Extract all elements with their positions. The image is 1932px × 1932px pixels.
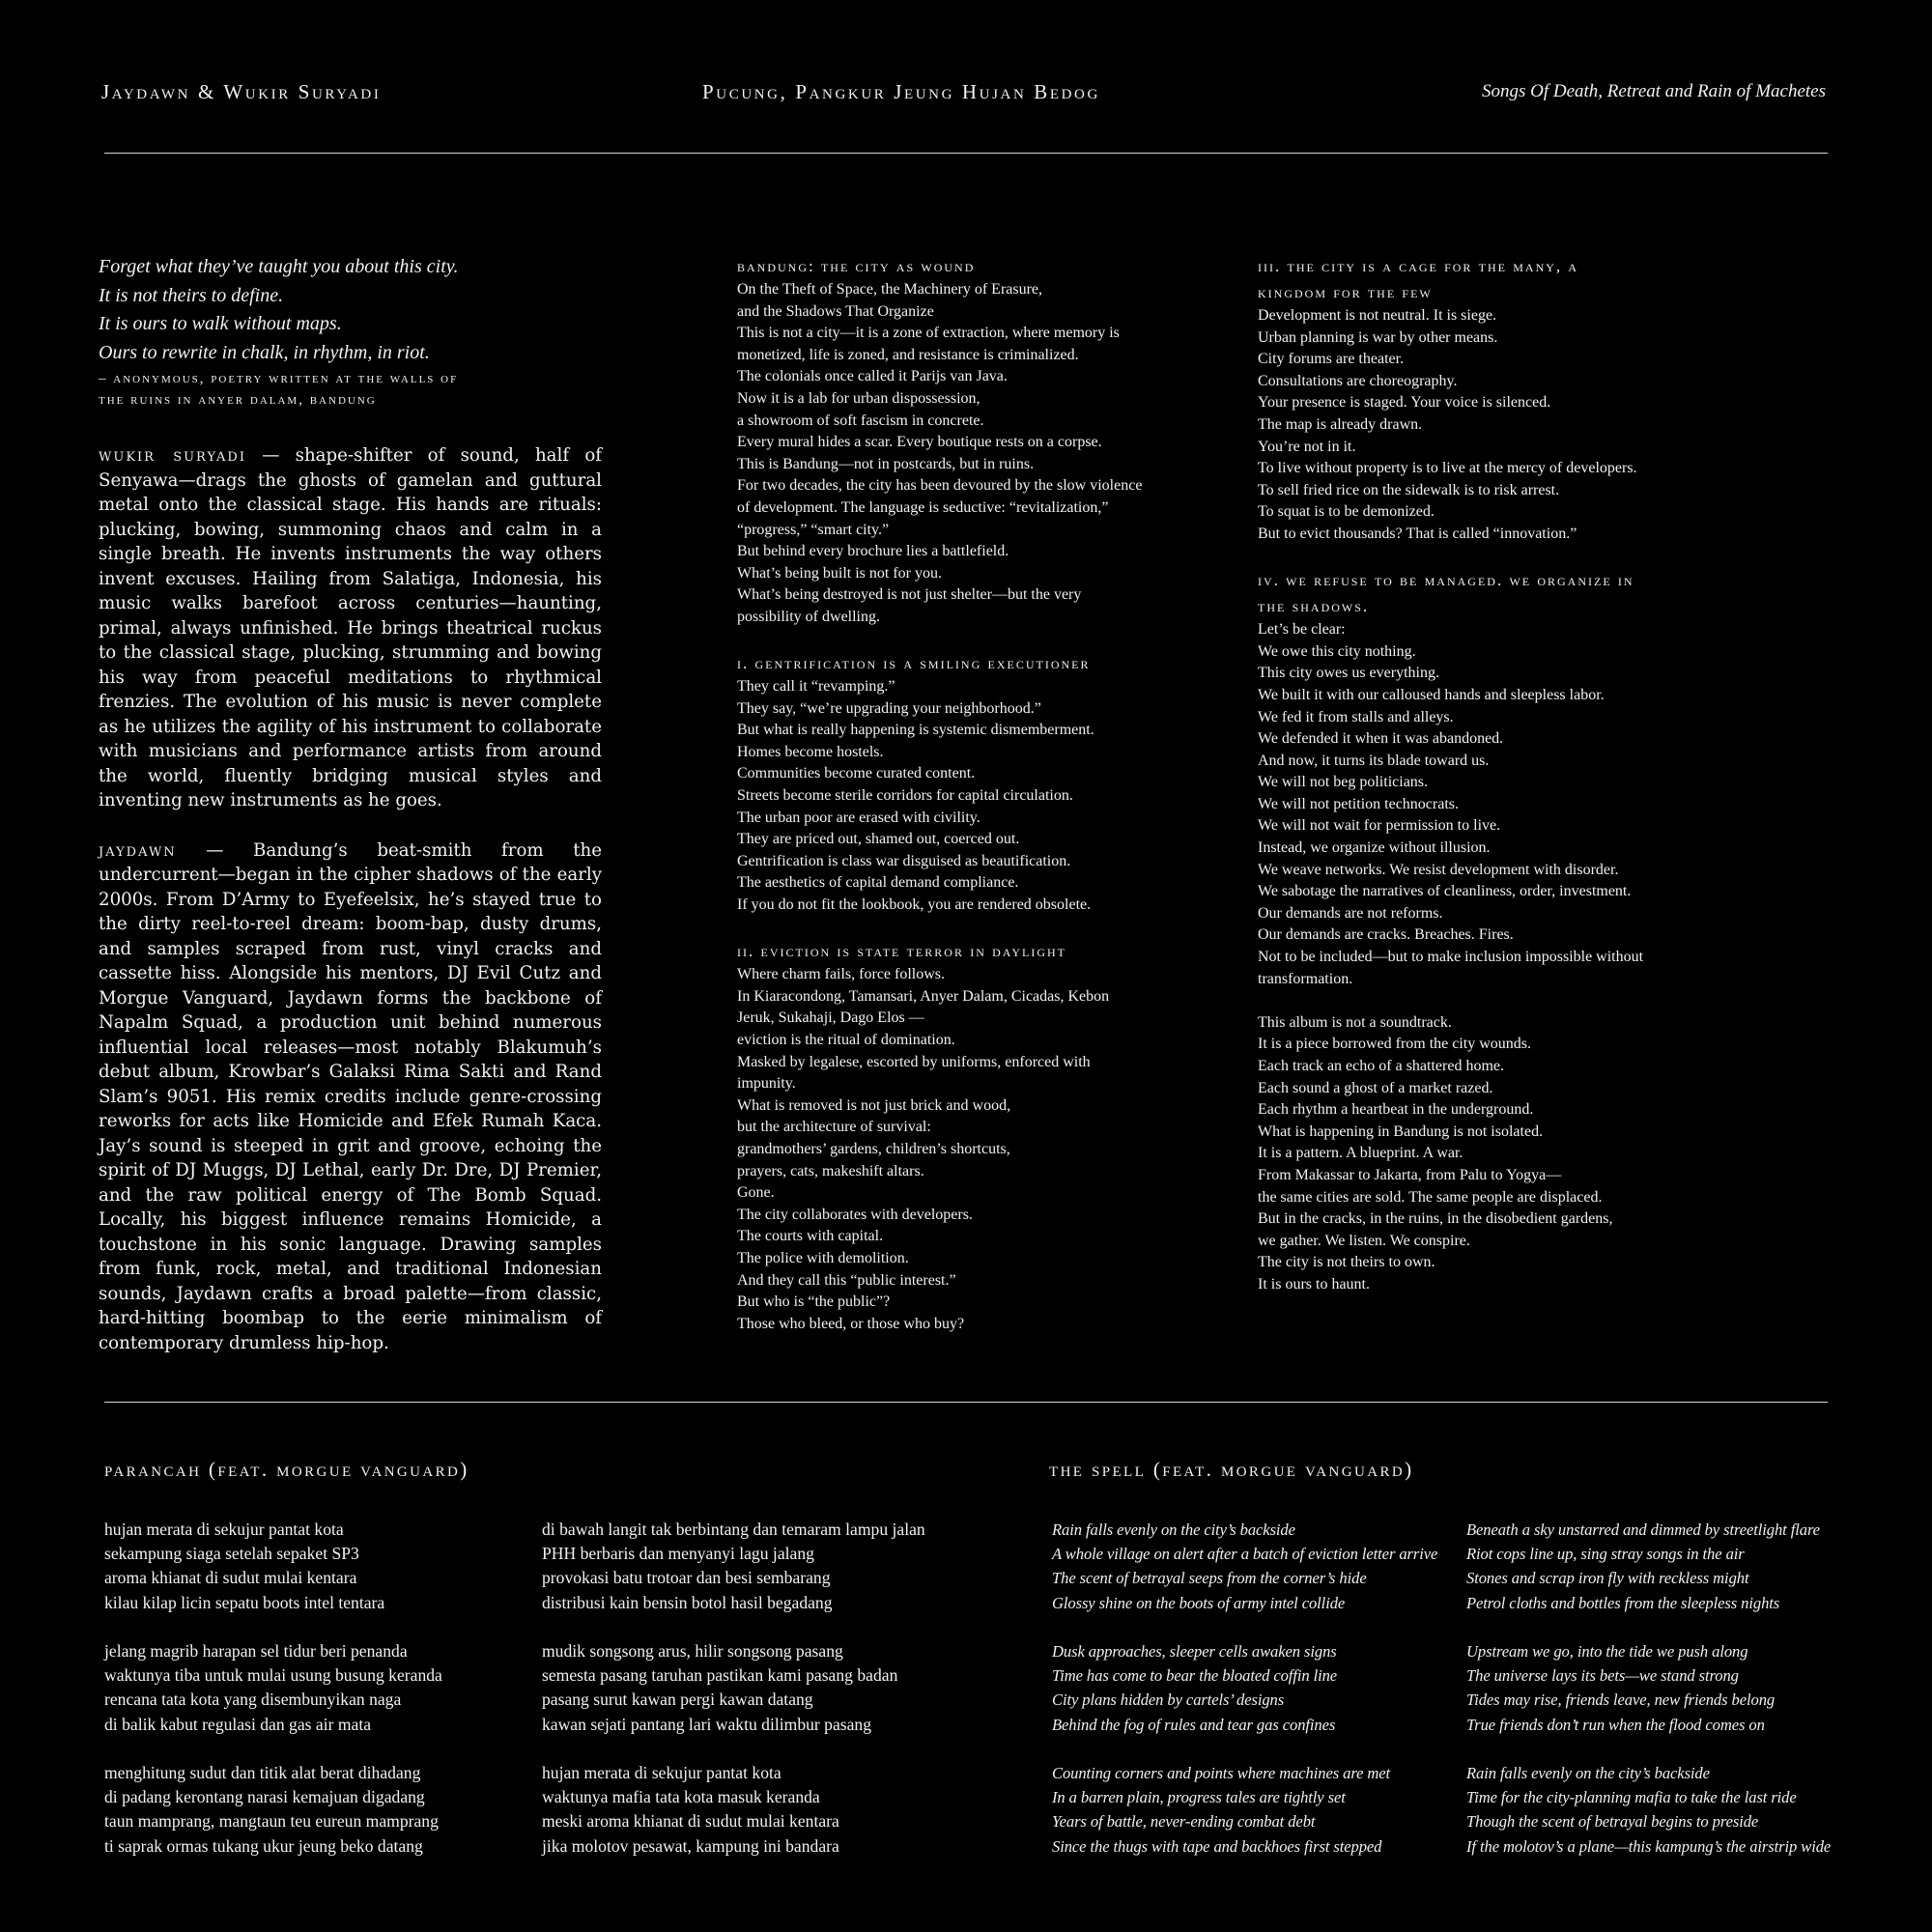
lyrics-parancah-col2 bbox=[542, 1518, 925, 1883]
text-line: They say, “we’re upgrading your neighborhood.” bbox=[737, 699, 1041, 717]
lyric-line: Rain falls evenly on the city’s backside bbox=[1052, 1520, 1295, 1539]
lyric-line: aroma khianat di sudut mulai kentara bbox=[104, 1568, 357, 1588]
bio-wukir bbox=[99, 443, 602, 813]
lyric-line: ti saprak ormas tukang ukur jeung beko datang bbox=[104, 1835, 423, 1856]
lyric-line: Glossy shine on the boots of army intel collide bbox=[1052, 1593, 1346, 1612]
text-line: Not to be included—but to make inclusion impossible without bbox=[1258, 949, 1644, 966]
song-title-parancah: parancah (feat. morgue vanguard) bbox=[104, 1458, 469, 1481]
text-line: possibility of dwelling. bbox=[737, 608, 880, 625]
lyric-line: taun mamprang, mangtaun teu eureun mamprang bbox=[104, 1811, 439, 1832]
lyric-line: Riot cops line up, sing stray songs in the air bbox=[1466, 1545, 1745, 1564]
epigraph-line: Ours to rewrite in chalk, in rhythm, in riot. bbox=[99, 341, 430, 363]
epigraph-line: It is ours to walk without maps. bbox=[99, 313, 342, 335]
text-line: City forums are theater. bbox=[1258, 351, 1405, 368]
bottom-divider bbox=[104, 1402, 1828, 1403]
lyric-line: semesta pasang taruhan pastikan kami pasang badan bbox=[542, 1665, 898, 1686]
text-line: “progress,” “smart city.” bbox=[737, 521, 890, 538]
section-4-title: iv. we refuse to be managed. we organize in bbox=[1258, 571, 1634, 590]
section-2-body bbox=[737, 964, 1142, 1335]
section-4-title-cont: the shadows. bbox=[1258, 597, 1370, 616]
text-line: grandmothers’ gardens, children’s shortcuts, bbox=[737, 1140, 1010, 1157]
text-line: What’s being destroyed is not just shelter—but the very bbox=[737, 586, 1082, 604]
text-line: Masked by legalese, escorted by uniforms, enforced with bbox=[737, 1053, 1091, 1070]
text-line: The city collaborates with developers. bbox=[737, 1206, 973, 1223]
text-line: And they call this “public interest.” bbox=[737, 1271, 956, 1289]
text-line: This is not a city—it is a zone of extraction, where memory is bbox=[737, 325, 1120, 342]
text-line: But in the cracks, in the ruins, in the disobedient gardens, bbox=[1258, 1210, 1613, 1228]
text-line: Instead, we organize without illusion. bbox=[1258, 839, 1491, 857]
text-line: The courts with capital. bbox=[737, 1228, 884, 1245]
bio-text: — Bandung’s beat-smith from the undercurrent—began in the cipher shadows of the early 2000s. From D’Army to Eyefeelsix, he’s stayed true to the dirty reel-to-reel dream: boom-bap, dusty drums, and samples scraped from rust, vinyl cracks and cassette hiss. Alongside his mentors, DJ Evil Cutz and Morgue Vanguard, Jaydawn forms the backbone of Napalm Squad, a production unit behind numerous influential local releases—most notably Blakumuh’s debut album, Krowbar’s Galaksi Rima Sakti and Rand Slam’s 9051. His remix credits include genre-crossing reworks for acts like Homicide and Efek Rumah Kaca. Jay’s sound is steeped in grit and groove, echoing the spirit of DJ Muggs, DJ Lethal, early Dr. Dre, DJ Premier, and the raw political energy of The Bomb Squad. Locally, his biggest influence remains Homicide, a touchstone in his sonic language. Drawing samples from funk, rock, metal, and traditional Indonesian sounds, Jaydawn crafts a broad palette—from classic, hard-hitting boombap to the eerie minimalism of contemporary drumless hip-hop. bbox=[99, 839, 602, 1353]
stanza bbox=[1052, 1639, 1437, 1737]
header-subtitle: Songs Of Death, Retreat and Rain of Machetes bbox=[1481, 81, 1826, 101]
section-1-body bbox=[737, 676, 1142, 917]
text-line: This album is not a soundtrack. bbox=[1258, 1013, 1452, 1031]
song-title-the-spell: the spell (feat. morgue vanguard) bbox=[1049, 1458, 1414, 1481]
text-line: The city is not theirs to own. bbox=[1258, 1254, 1435, 1271]
lyric-line: A whole village on alert after a batch of eviction letter arrive bbox=[1052, 1545, 1438, 1564]
text-line: Gone. bbox=[737, 1184, 775, 1202]
text-line: Where charm fails, force follows. bbox=[737, 966, 946, 983]
lyric-line: The universe lays its bets—we stand strong bbox=[1466, 1666, 1739, 1686]
text-line: But what is really happening is systemic dismemberment. bbox=[737, 722, 1094, 739]
text-line: The aesthetics of capital demand compliance. bbox=[737, 874, 1019, 892]
essay-column-middle bbox=[737, 253, 1142, 1335]
text-line: Those who bleed, or those who buy? bbox=[737, 1315, 965, 1332]
text-line: Development is not neutral. It is siege. bbox=[1258, 307, 1497, 324]
text-line: You’re not in it. bbox=[1258, 438, 1356, 455]
text-line: of development. The language is seductive: “revitalization,” bbox=[737, 498, 1109, 516]
text-line: Jeruk, Sukahaji, Dago Elos — bbox=[737, 1009, 924, 1027]
text-line: Homes become hostels. bbox=[737, 743, 884, 760]
text-line: transformation. bbox=[1258, 970, 1353, 987]
text-line: From Makassar to Jakarta, from Palu to Yogya— bbox=[1258, 1166, 1562, 1183]
text-line: In Kiaracondong, Tamansari, Anyer Dalam, Cicadas, Kebon bbox=[737, 987, 1110, 1005]
text-line: To sell fried rice on the sidewalk is to risk arrest. bbox=[1258, 481, 1560, 498]
text-line: We weave networks. We resist development with disorder. bbox=[1258, 861, 1619, 878]
text-line: But who is “the public”? bbox=[737, 1293, 891, 1311]
lyric-line: Behind the fog of rules and tear gas confines bbox=[1052, 1715, 1336, 1734]
stanza bbox=[542, 1518, 925, 1615]
lyric-line: di padang kerontang narasi kemajuan digadang bbox=[104, 1787, 425, 1807]
stanza bbox=[104, 1518, 442, 1615]
text-line: the same cities are sold. The same people are displaced. bbox=[1258, 1188, 1603, 1206]
artist-bios bbox=[99, 443, 602, 1380]
lyrics-spell-col2 bbox=[1466, 1518, 1831, 1883]
lyric-line: Rain falls evenly on the city’s backside bbox=[1466, 1764, 1710, 1782]
header-artists: Jaydawn & Wukir Suryadi bbox=[101, 80, 382, 103]
stanza bbox=[1052, 1761, 1437, 1859]
lyric-line: waktunya tiba untuk mulai usung busung keranda bbox=[104, 1665, 442, 1686]
lyric-line: meski aroma khianat di sudut mulai kentara bbox=[542, 1811, 839, 1832]
section-1-title: i. gentrification is a smiling executioner bbox=[737, 654, 1091, 673]
text-line: Each sound a ghost of a market razed. bbox=[1258, 1079, 1493, 1096]
essay-title: bandung: the city as wound bbox=[737, 257, 976, 275]
text-line: It is a pattern. A blueprint. A war. bbox=[1258, 1145, 1463, 1162]
text-line: Streets become sterile corridors for capital circulation. bbox=[737, 787, 1073, 805]
stanza bbox=[104, 1761, 442, 1859]
lyric-line: jelang magrib harapan sel tidur beri penanda bbox=[104, 1641, 408, 1661]
bio-name: jaydawn bbox=[99, 839, 177, 861]
section-3-title: iii. the city is a cage for the many, a bbox=[1258, 257, 1579, 275]
lyric-line: Counting corners and points where machines are met bbox=[1052, 1764, 1391, 1782]
text-line: Let’s be clear: bbox=[1258, 621, 1346, 639]
bio-jaydawn bbox=[99, 838, 602, 1356]
stanza bbox=[104, 1639, 442, 1737]
text-line: It is a piece borrowed from the city wounds. bbox=[1258, 1036, 1532, 1053]
lyric-line: Time has come to bear the bloated coffin line bbox=[1052, 1666, 1338, 1686]
text-line: For two decades, the city has been devoured by the slow violence bbox=[737, 477, 1143, 495]
text-line: Each rhythm a heartbeat in the underground. bbox=[1258, 1101, 1534, 1119]
text-line: We sabotage the narratives of cleanliness, order, investment. bbox=[1258, 883, 1632, 900]
essay-outro bbox=[1258, 1012, 1643, 1296]
text-line: We defended it when it was abandoned. bbox=[1258, 730, 1504, 748]
text-line: This is Bandung—not in postcards, but in ruins. bbox=[737, 455, 1035, 472]
lyrics-parancah-col1 bbox=[104, 1518, 442, 1883]
text-line: Gentrification is class war disguised as beautification. bbox=[737, 852, 1071, 869]
lyric-line: mudik songsong arus, hilir songsong pasang bbox=[542, 1641, 843, 1661]
lyric-line: Since the thugs with tape and backhoes first stepped bbox=[1052, 1836, 1382, 1856]
text-line: On the Theft of Space, the Machinery of Erasure, bbox=[737, 281, 1043, 298]
lyric-line: rencana tata kota yang disembunyikan naga bbox=[104, 1690, 402, 1710]
text-line: And now, it turns its blade toward us. bbox=[1258, 752, 1490, 769]
text-line: Every mural hides a scar. Every boutique rests on a corpse. bbox=[737, 434, 1102, 451]
text-line: The colonials once called it Parijs van Java. bbox=[737, 368, 1008, 385]
lyric-line: Petrol cloths and bottles from the sleepless nights bbox=[1466, 1593, 1780, 1612]
text-line: and the Shadows That Organize bbox=[737, 302, 934, 320]
lyrics-spell-col1 bbox=[1052, 1518, 1437, 1883]
text-line: Urban planning is war by other means. bbox=[1258, 328, 1498, 346]
epigraph-line: Forget what they’ve taught you about this city. bbox=[99, 256, 459, 277]
text-line: To squat is to be demonized. bbox=[1258, 503, 1435, 521]
lyric-line: jika molotov pesawat, kampung ini bandara bbox=[542, 1835, 839, 1856]
text-line: What is happening in Bandung is not isolated. bbox=[1258, 1122, 1544, 1140]
stanza bbox=[542, 1639, 925, 1737]
text-line: Each track an echo of a shattered home. bbox=[1258, 1058, 1504, 1074]
text-line: The urban poor are erased with civility. bbox=[737, 809, 980, 826]
epigraph-credit-line: the ruins in anyer dalam, bandung bbox=[99, 392, 377, 409]
lyric-line: kawan sejati pantang lari waktu dilimbur pasang bbox=[542, 1714, 872, 1734]
stanza bbox=[1466, 1761, 1831, 1859]
header-album-title: Pucung, Pangkur Jeung Hujan Bedog bbox=[702, 80, 1100, 103]
text-line: monetized, life is zoned, and resistance is criminalized. bbox=[737, 346, 1079, 363]
text-line: prayers, cats, makeshift altars. bbox=[737, 1162, 924, 1179]
section-4-body bbox=[1258, 619, 1643, 990]
lyric-line: Tides may rise, friends leave, new friends belong bbox=[1466, 1690, 1776, 1710]
lyric-line: di balik kabut regulasi dan gas air mata bbox=[104, 1714, 372, 1734]
epigraph-credit-line: – anonymous, poetry written at the walls of bbox=[99, 371, 459, 387]
section-3-title-cont: kingdom for the few bbox=[1258, 283, 1433, 301]
text-line: To live without property is to live at the mercy of developers. bbox=[1258, 460, 1637, 477]
lyric-line: Dusk approaches, sleeper cells awaken signs bbox=[1052, 1642, 1337, 1661]
lyric-line: The scent of betrayal seeps from the corner’s hide bbox=[1052, 1569, 1367, 1588]
text-line: Your presence is staged. Your voice is silenced. bbox=[1258, 394, 1551, 412]
text-line: a showroom of soft fascism in concrete. bbox=[737, 412, 984, 429]
lyric-line: If the molotov’s a plane—this kampung’s the airstrip wide bbox=[1466, 1836, 1832, 1856]
section-3-body bbox=[1258, 305, 1643, 546]
stanza bbox=[542, 1761, 925, 1859]
text-line: Now it is a lab for urban dispossession, bbox=[737, 389, 980, 407]
lyric-line: menghitung sudut dan titik alat berat dihadang bbox=[104, 1763, 421, 1782]
text-line: We owe this city nothing. bbox=[1258, 642, 1416, 660]
lyric-line: Upstream we go, into the tide we push along bbox=[1466, 1642, 1748, 1661]
section-2-title: ii. eviction is state terror in daylight bbox=[737, 942, 1066, 961]
stanza bbox=[1466, 1639, 1831, 1737]
text-line: We will not petition technocrats. bbox=[1258, 795, 1459, 812]
epigraph bbox=[99, 253, 459, 411]
text-line: It is ours to haunt. bbox=[1258, 1275, 1370, 1293]
essay-intro bbox=[737, 279, 1142, 629]
text-line: But to evict thousands? That is called “innovation.” bbox=[1258, 525, 1577, 542]
lyric-line: City plans hidden by cartels’ designs bbox=[1052, 1690, 1285, 1710]
text-line: we gather. We listen. We conspire. bbox=[1258, 1232, 1470, 1249]
lyric-line: Though the scent of betrayal begins to preside bbox=[1466, 1812, 1759, 1832]
text-line: The police with demolition. bbox=[737, 1249, 909, 1266]
text-line: If you do not fit the lookbook, you are rendered obsolete. bbox=[737, 896, 1092, 914]
top-divider bbox=[104, 153, 1828, 154]
stanza bbox=[1466, 1518, 1831, 1615]
text-line: Consultations are choreography. bbox=[1258, 372, 1458, 389]
text-line: But behind every brochure lies a battlefield. bbox=[737, 543, 1009, 560]
lyric-line: PHH berbaris dan menyanyi lagu jalang bbox=[542, 1544, 814, 1564]
text-line: They are priced out, shamed out, coerced out. bbox=[737, 831, 1020, 848]
lyric-line: Time for the city-planning mafia to take the last ride bbox=[1466, 1788, 1797, 1807]
lyric-line: sekampung siaga setelah sepaket SP3 bbox=[104, 1544, 359, 1564]
lyric-line: True friends don’t run when the flood comes on bbox=[1466, 1715, 1765, 1734]
text-line: We fed it from stalls and alleys. bbox=[1258, 708, 1454, 725]
text-line: Communities become curated content. bbox=[737, 765, 976, 782]
text-line: We built it with our calloused hands and sleepless labor. bbox=[1258, 686, 1605, 703]
text-line: eviction is the ritual of domination. bbox=[737, 1032, 955, 1048]
text-line: Our demands are not reforms. bbox=[1258, 904, 1443, 922]
lyric-line: provokasi batu trotoar dan besi sembarang bbox=[542, 1568, 831, 1588]
lyric-line: hujan merata di sekujur pantat kota bbox=[104, 1520, 344, 1539]
bio-text: — shape-shifter of sound, half of Senyawa—drags the ghosts of gamelan and guttural metal onto the classical stage. His hands are rituals: plucking, bowing, summoning chaos and calm in a single breath. He invents instruments the way others invent excuses. Hailing from Salatiga, Indonesia, his music walks barefoot across centuries—haunting, primal, always unfinished. He brings theatrical ruckus to the classical stage, plucking, strumming and bowing his way from peaceful meditations to rhythmical frenzies. The evolution of his music is never complete as he utilizes the agility of his instrument to collaborate with musicians and performance artists from around the world, fluently bridging musical styles and inventing new instruments as he goes. bbox=[99, 445, 602, 810]
text-line: This city owes us everything. bbox=[1258, 665, 1439, 682]
lyric-line: Beneath a sky unstarred and dimmed by streetlight flare bbox=[1466, 1520, 1820, 1539]
bio-name: wukir suryadi bbox=[99, 445, 246, 466]
text-line: The map is already drawn. bbox=[1258, 415, 1423, 433]
lyric-line: Years of battle, never-ending combat debt bbox=[1052, 1812, 1316, 1832]
epigraph-credit bbox=[99, 368, 459, 411]
lyric-line: pasang surut kawan pergi kawan datang bbox=[542, 1690, 813, 1710]
lyric-line: Stones and scrap iron fly with reckless might bbox=[1466, 1569, 1749, 1588]
stanza bbox=[1052, 1518, 1437, 1615]
lyric-line: kilau kilap licin sepatu boots intel tentara bbox=[104, 1592, 385, 1612]
lyric-line: distribusi kain bensin botol hasil begadang bbox=[542, 1592, 833, 1612]
text-line: What is removed is not just brick and wood, bbox=[737, 1096, 1011, 1114]
text-line: We will not wait for permission to live. bbox=[1258, 817, 1501, 835]
essay-column-right bbox=[1258, 253, 1643, 1296]
lyric-line: di bawah langit tak berbintang dan temaram lampu jalan bbox=[542, 1520, 925, 1539]
text-line: They call it “revamping.” bbox=[737, 678, 895, 696]
lyric-line: hujan merata di sekujur pantat kota bbox=[542, 1763, 781, 1782]
epigraph-line: It is not theirs to define. bbox=[99, 284, 284, 306]
lyric-line: waktunya mafia tata kota masuk keranda bbox=[542, 1787, 820, 1807]
text-line: What’s being built is not for you. bbox=[737, 564, 942, 582]
text-line: Our demands are cracks. Breaches. Fires. bbox=[1258, 926, 1514, 944]
text-line: impunity. bbox=[737, 1075, 796, 1093]
lyric-line: In a barren plain, progress tales are tightly set bbox=[1052, 1788, 1346, 1807]
text-line: but the architecture of survival: bbox=[737, 1119, 931, 1136]
text-line: We will not beg politicians. bbox=[1258, 774, 1429, 791]
